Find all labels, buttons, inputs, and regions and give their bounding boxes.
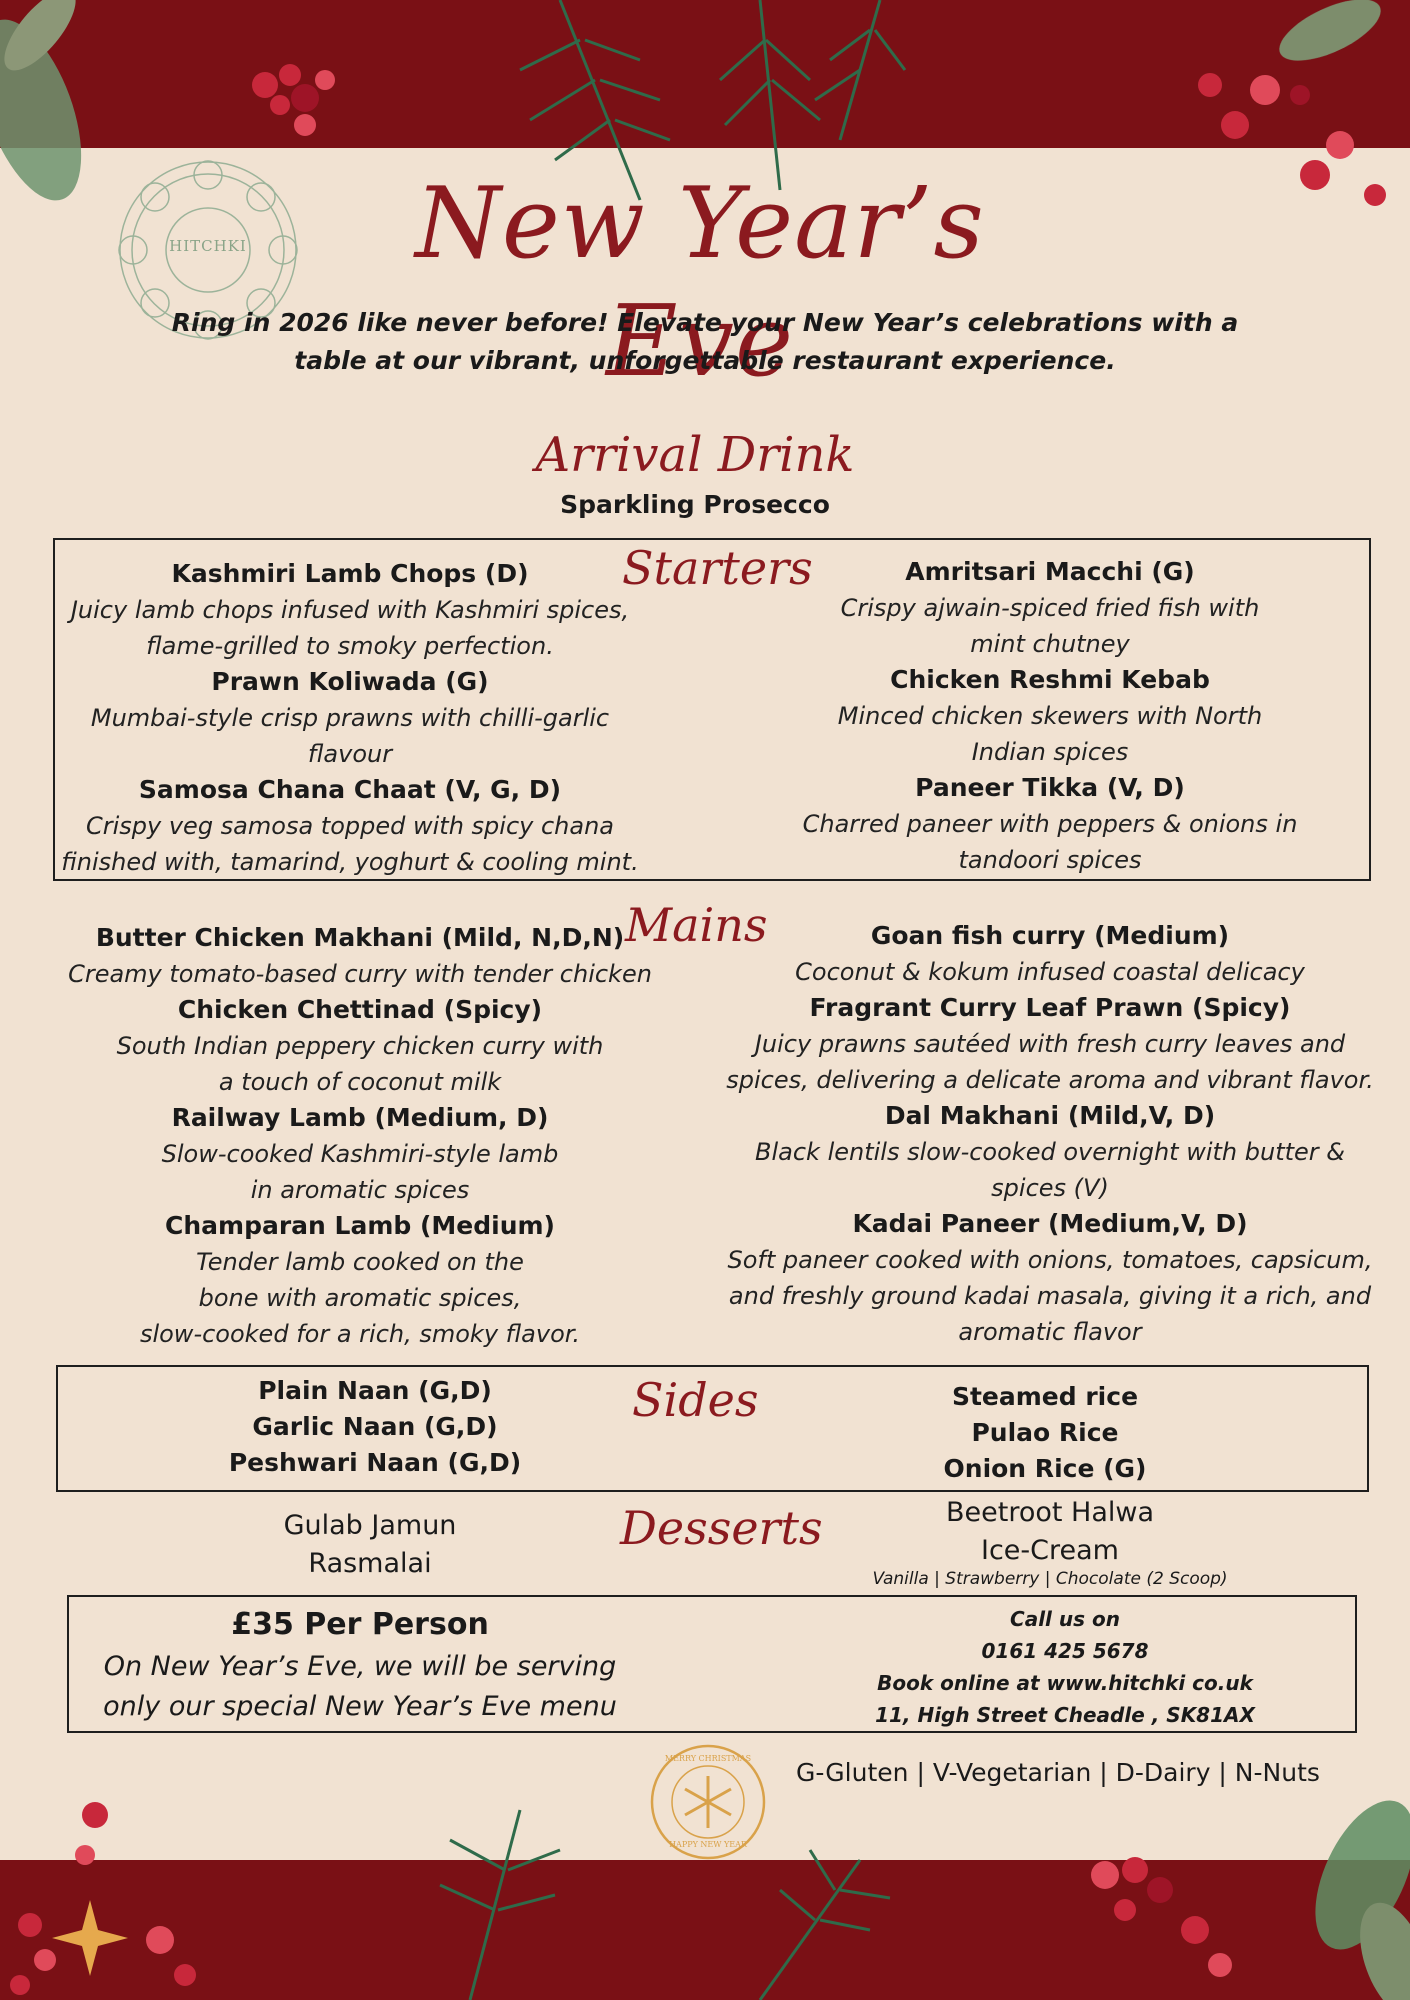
arrival-item: Sparkling Prosecco bbox=[560, 490, 830, 519]
dish-description: Charred paneer with peppers & onions in bbox=[802, 810, 1298, 838]
side-item: Pulao Rice bbox=[971, 1418, 1119, 1447]
star-icon bbox=[52, 1900, 128, 1976]
dish-description: Black lentils slow-cooked overnight with butter & bbox=[755, 1138, 1345, 1166]
contact-panel bbox=[840, 1603, 1290, 1731]
dish-description: Creamy tomato-based curry with tender chicken bbox=[68, 960, 652, 988]
starters-heading: Starters bbox=[622, 541, 813, 595]
sides-right-column bbox=[845, 1379, 1245, 1487]
dish-name: Chicken Chettinad (Spicy) bbox=[177, 995, 543, 1024]
badge-text-top: MERRY CHRISTMAS bbox=[664, 1754, 752, 1763]
desserts-left-column bbox=[220, 1507, 520, 1583]
dish-description: Juicy lamb chops infused with Kashmiri spices, bbox=[70, 596, 630, 624]
phone-number[interactable]: 0161 425 5678 bbox=[981, 1639, 1149, 1663]
sides-heading: Sides bbox=[632, 1373, 759, 1427]
intro-line: table at our vibrant, unforgettable restaurant experience. bbox=[294, 346, 1116, 375]
dish-name: Chicken Reshmi Kebab bbox=[890, 665, 1210, 694]
dish-description: finished with, tamarind, yoghurt & cooling mint. bbox=[61, 848, 639, 876]
mains-right-column bbox=[720, 918, 1380, 1350]
dish-description: a touch of coconut milk bbox=[218, 1068, 502, 1096]
dessert-flavours-note: Vanilla | Strawberry | Chocolate (2 Scoop) bbox=[872, 1569, 1228, 1589]
dish-description: South Indian peppery chicken curry with bbox=[116, 1032, 604, 1060]
foliage-decoration-bottom bbox=[0, 1780, 1410, 2000]
dish-name: Samosa Chana Chaat (V, G, D) bbox=[138, 775, 562, 804]
side-item: Peshwari Naan (G,D) bbox=[228, 1448, 522, 1477]
dish-description: tandoori spices bbox=[958, 846, 1142, 874]
dish-name: Butter Chicken Makhani (Mild, N,D,N) bbox=[95, 923, 625, 952]
dish-description: bone with aromatic spices, bbox=[198, 1284, 522, 1312]
address: 11, High Street Cheadle , SK81AX bbox=[875, 1703, 1255, 1727]
dish-description: Juicy prawns sautéed with fresh curry leaves and bbox=[754, 1030, 1346, 1058]
desserts-heading: Desserts bbox=[620, 1501, 823, 1555]
mains-left-column bbox=[65, 920, 655, 1352]
dessert-item: Gulab Jamun bbox=[283, 1510, 457, 1541]
dish-description: Indian spices bbox=[971, 738, 1129, 766]
pine-branch-icon bbox=[440, 1810, 890, 2000]
intro-text bbox=[130, 304, 1280, 380]
dish-name: Amritsari Macchi (G) bbox=[905, 557, 1195, 586]
intro-line: Ring in 2026 like never before! Elevate your New Year’s celebrations with a bbox=[171, 308, 1239, 337]
booking-link[interactable]: Book online at www.hitchki co.uk bbox=[877, 1671, 1253, 1695]
dish-name: Paneer Tikka (V, D) bbox=[915, 773, 1185, 802]
holly-berry-icon bbox=[10, 1802, 1232, 1995]
dish-name: Kashmiri Lamb Chops (D) bbox=[171, 559, 529, 588]
dish-description: spices (V) bbox=[991, 1174, 1109, 1202]
dessert-item: Ice-Cream bbox=[981, 1535, 1119, 1566]
dish-description: Mumbai-style crisp prawns with chilli-garlic bbox=[90, 704, 610, 732]
dessert-item: Rasmalai bbox=[308, 1548, 432, 1579]
desserts-right-column bbox=[900, 1494, 1200, 1570]
dish-name: Prawn Koliwada (G) bbox=[211, 667, 489, 696]
price-note: On New Year’s Eve, we will be serving bbox=[103, 1651, 617, 1682]
dish-description: aromatic flavor bbox=[958, 1318, 1142, 1346]
sides-left-column bbox=[175, 1373, 575, 1481]
dish-description: flavour bbox=[307, 740, 393, 768]
dish-description: slow-cooked for a rich, smoky flavor. bbox=[139, 1320, 581, 1348]
dish-description: Crispy veg samosa topped with spicy chana bbox=[85, 812, 614, 840]
dish-name: Dal Makhani (Mild,V, D) bbox=[884, 1101, 1216, 1130]
side-item: Plain Naan (G,D) bbox=[258, 1376, 492, 1405]
contact-label: Call us on bbox=[1010, 1607, 1120, 1631]
arrival-heading: Arrival Drink bbox=[535, 427, 855, 483]
price-note: only our special New Year’s Eve menu bbox=[103, 1691, 617, 1722]
dish-name: Champaran Lamb (Medium) bbox=[165, 1211, 555, 1240]
dish-description: Slow-cooked Kashmiri-style lamb bbox=[161, 1140, 559, 1168]
dish-description: Minced chicken skewers with North bbox=[837, 702, 1263, 730]
dish-description: Soft paneer cooked with onions, tomatoes, capsicum, bbox=[727, 1246, 1373, 1274]
badge-text-bottom: HAPPY NEW YEAR bbox=[669, 1840, 747, 1849]
dish-description: Tender lamb cooked on the bbox=[196, 1248, 524, 1276]
dish-name: Railway Lamb (Medium, D) bbox=[171, 1103, 549, 1132]
leaf-icon bbox=[1295, 1786, 1410, 2000]
logo-text: HITCHKI bbox=[169, 237, 247, 255]
dish-description: and freshly ground kadai masala, giving it a rich, and bbox=[728, 1282, 1372, 1310]
dish-name: Goan fish curry (Medium) bbox=[870, 921, 1230, 950]
dish-description: in aromatic spices bbox=[250, 1176, 470, 1204]
price-amount: £35 Per Person bbox=[231, 1607, 489, 1642]
side-item: Garlic Naan (G,D) bbox=[252, 1412, 498, 1441]
dish-description: flame-grilled to smoky perfection. bbox=[146, 632, 554, 660]
dish-name: Kadai Paneer (Medium,V, D) bbox=[852, 1209, 1248, 1238]
dish-description: Coconut & kokum infused coastal delicacy bbox=[795, 958, 1305, 986]
dish-description: spices, delivering a delicate aroma and vibrant flavor. bbox=[726, 1066, 1374, 1094]
price-panel bbox=[90, 1603, 630, 1727]
dietary-key: G-Gluten | V-Vegetarian | D-Dairy | N-Nuts bbox=[796, 1758, 1320, 1787]
side-item: Onion Rice (G) bbox=[943, 1454, 1147, 1483]
mains-heading: Mains bbox=[625, 898, 768, 952]
dish-description: mint chutney bbox=[970, 630, 1130, 658]
dessert-item: Beetroot Halwa bbox=[945, 1497, 1155, 1528]
starters-left-column bbox=[55, 556, 645, 880]
side-item: Steamed rice bbox=[951, 1382, 1139, 1411]
page-title: New Year’s Eve bbox=[415, 167, 985, 399]
dish-name: Fragrant Curry Leaf Prawn (Spicy) bbox=[809, 993, 1291, 1022]
dish-description: Crispy ajwain-spiced fried fish with bbox=[840, 594, 1260, 622]
starters-right-column bbox=[770, 554, 1330, 878]
